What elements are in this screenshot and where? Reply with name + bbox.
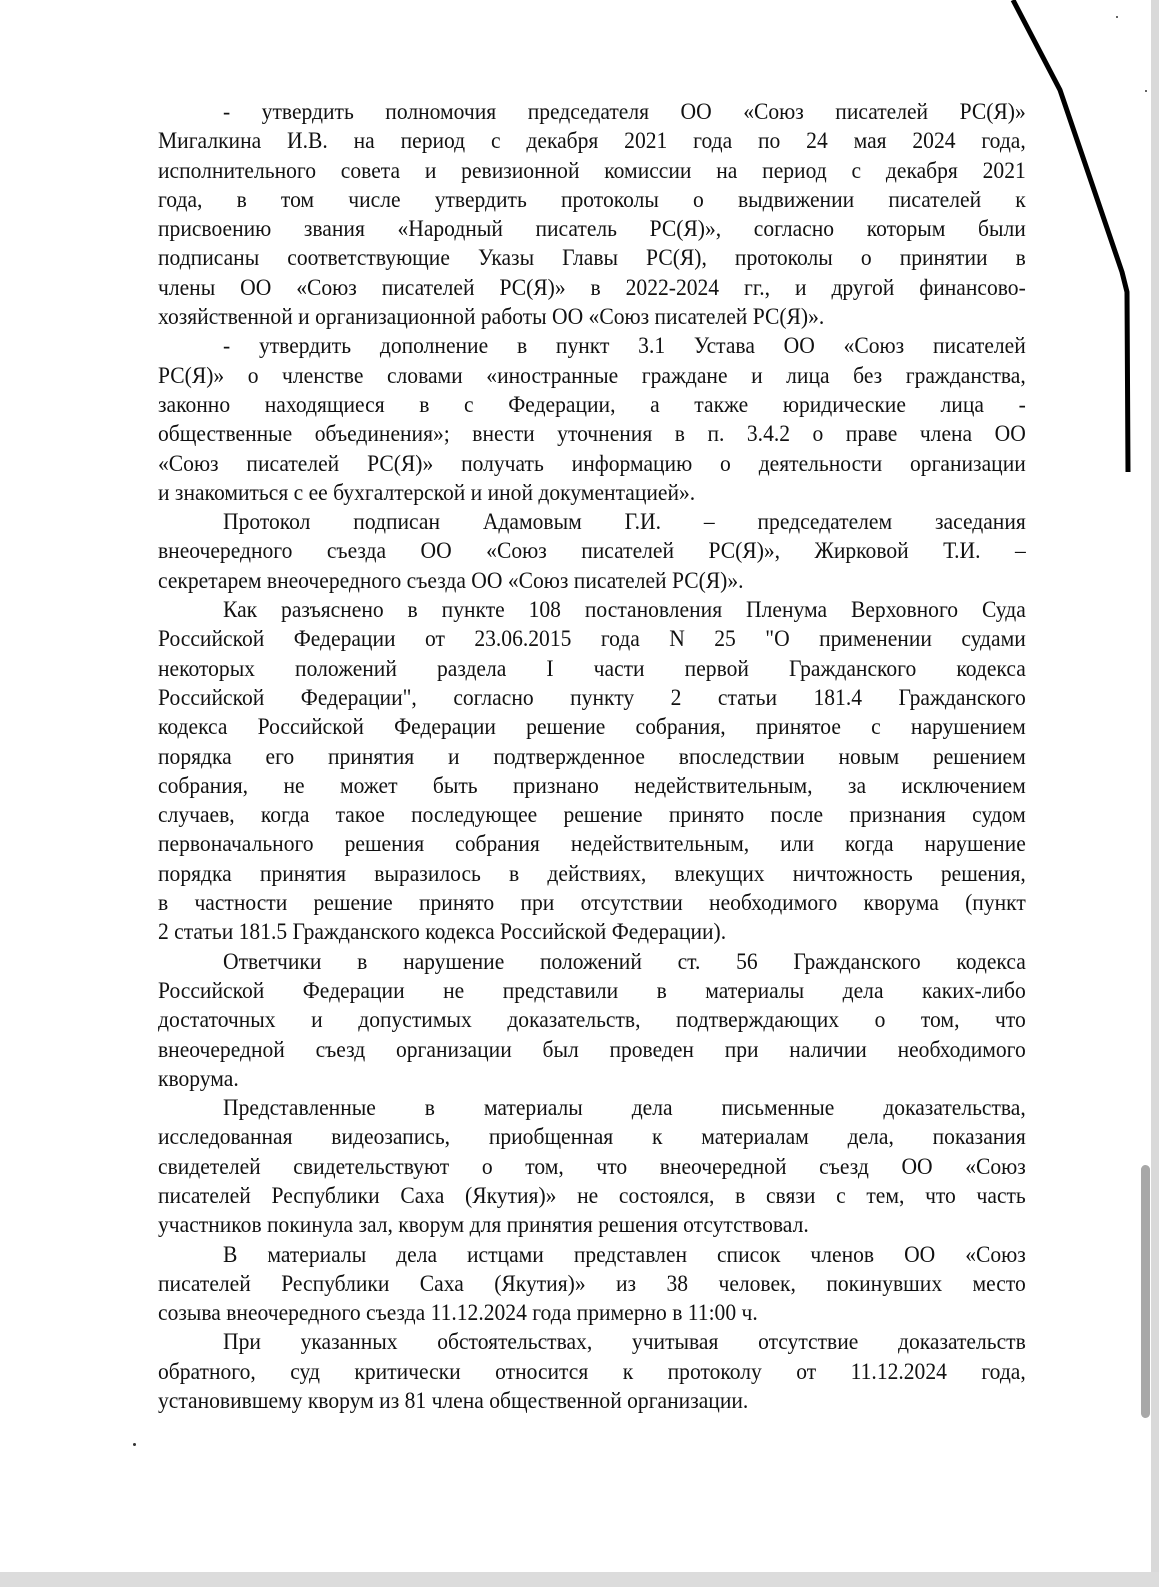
text-line: свидетелей свидетельствуют о том, что внеочередной съезд ОО «Союз bbox=[158, 1153, 1026, 1180]
vertical-scrollbar-thumb[interactable] bbox=[1141, 1165, 1150, 1418]
text-line: - утвердить дополнение в пункт 3.1 Устава ОО «Союз писателей bbox=[222, 333, 1026, 360]
text-line: кворума. bbox=[158, 1065, 239, 1092]
paragraph bbox=[158, 596, 1026, 948]
text-line: подписаны соответствующие Указы Главы РС(Я), протоколы о принятии в bbox=[158, 245, 1026, 272]
paragraph bbox=[158, 508, 1026, 596]
text-line: некоторых положений раздела I части первой Гражданского кодекса bbox=[158, 655, 1026, 682]
scan-speck bbox=[1145, 90, 1147, 92]
text-line: присвоению звания «Народный писатель РС(Я)», согласно которым были bbox=[158, 216, 1026, 243]
text-line: Представленные в материалы дела письменные доказательства, bbox=[222, 1095, 1026, 1122]
text-line: В материалы дела истцами представлен список членов ОО «Союз bbox=[222, 1241, 1026, 1268]
text-line: писателей Республики Саха (Якутия)» из 38 человек, покинувших место bbox=[158, 1270, 1026, 1297]
text-line: - утвердить полномочия председателя ОО «Союз писателей РС(Я)» bbox=[222, 99, 1026, 125]
paragraph bbox=[158, 948, 1026, 1094]
document-body bbox=[158, 98, 1026, 1416]
text-line: 2 статьи 181.5 Гражданского кодекса Российской Федерации). bbox=[158, 919, 727, 946]
text-line: РС(Я)» о членстве словами «иностранные граждане и лица без гражданства, bbox=[158, 362, 1026, 389]
text-line: внеочередного съезда ОО «Союз писателей РС(Я)», Жирковой Т.И. – bbox=[158, 538, 1026, 565]
paragraph bbox=[158, 1328, 1026, 1416]
text-line: Как разъяснено в пункте 108 постановления Пленума Верховного Суда bbox=[222, 597, 1026, 624]
text-line: года, в том числе утвердить протоколы о выдвижении писателей к bbox=[158, 186, 1026, 213]
text-line: собрания, не может быть признано недействительным, за исключением bbox=[158, 772, 1026, 799]
text-line: Российской Федерации от 23.06.2015 года N 25 "О применении судами bbox=[158, 626, 1026, 653]
viewer-background bbox=[0, 1572, 1159, 1587]
text-line: Ответчики в нарушение положений ст. 56 Гражданского кодекса bbox=[222, 948, 1026, 975]
text-line: кодекса Российской Федерации решение собрания, принятое с нарушением bbox=[158, 714, 1026, 741]
paragraph bbox=[158, 1241, 1026, 1329]
scan-speck bbox=[1116, 16, 1118, 18]
text-line: участников покинула зал, кворум для принятия решения отсутствовал. bbox=[158, 1212, 809, 1239]
text-line: Мигалкина И.В. на период с декабря 2021 года по 24 мая 2024 года, bbox=[158, 128, 1026, 155]
text-line: случаев, когда такое последующее решение принято после признания судом bbox=[158, 802, 1026, 829]
text-line: созыва внеочередного съезда 11.12.2024 года примерно в 11:00 ч. bbox=[158, 1300, 758, 1327]
text-line: законно находящиеся в с Федерации, а также юридические лица - bbox=[158, 391, 1026, 418]
text-line: Российской Федерации не представили в материалы дела каких-либо bbox=[158, 977, 1026, 1004]
text-line: Протокол подписан Адамовым Г.И. – председателем заседания bbox=[222, 509, 1026, 536]
text-line: в частности решение принято при отсутствии необходимого кворума (пункт bbox=[158, 890, 1026, 917]
text-line: исполнительного совета и ревизионной комиссии на период с декабря 2021 bbox=[158, 157, 1026, 184]
text-line: первоначального решения собрания недействительным, или когда нарушение bbox=[158, 831, 1026, 858]
paragraph bbox=[158, 1094, 1026, 1240]
text-line: и знакомиться с ее бухгалтерской и иной документацией». bbox=[158, 479, 696, 506]
text-line: «Союз писателей РС(Я)» получать информацию о деятельности организации bbox=[158, 450, 1026, 477]
text-line: хозяйственной и организационной работы ОО «Союз писателей РС(Я)». bbox=[158, 304, 825, 331]
text-line: Российской Федерации", согласно пункту 2 статьи 181.4 Гражданского bbox=[158, 684, 1026, 711]
text-line: достаточных и допустимых доказательств, подтверждающих о том, что bbox=[158, 1007, 1026, 1034]
paragraph bbox=[158, 332, 1026, 508]
text-line: установившему кворум из 81 члена общественной организации. bbox=[158, 1388, 749, 1415]
text-line: обратного, суд критически относится к протоколу от 11.12.2024 года, bbox=[158, 1358, 1026, 1385]
paragraph bbox=[158, 98, 1026, 332]
text-line: члены ОО «Союз писателей РС(Я)» в 2022-2024 гг., и другой финансово- bbox=[158, 274, 1026, 301]
scan-edge-stroke bbox=[1013, 0, 1128, 472]
text-line: внеочередной съезд организации был проведен при наличии необходимого bbox=[158, 1036, 1026, 1063]
text-line: исследованная видеозапись, приобщенная к материалам дела, показания bbox=[158, 1124, 1026, 1151]
scan-speck bbox=[133, 1443, 136, 1446]
text-line: общественные объединения»; внести уточнения в п. 3.4.2 о праве члена ОО bbox=[158, 421, 1026, 448]
text-line: секретарем внеочередного съезда ОО «Союз писателей РС(Я)». bbox=[158, 567, 744, 594]
text-line: При указанных обстоятельствах, учитывая отсутствие доказательств bbox=[222, 1329, 1026, 1356]
vertical-scrollbar-track[interactable] bbox=[1151, 0, 1159, 1587]
text-line: порядка принятия выразилось в действиях, влекущих ничтожность решения, bbox=[158, 860, 1026, 887]
text-line: порядка его принятия и подтвержденное впоследствии новым решением bbox=[158, 743, 1026, 770]
text-line: писателей Республики Саха (Якутия)» не состоялся, в связи с тем, что часть bbox=[158, 1182, 1026, 1209]
